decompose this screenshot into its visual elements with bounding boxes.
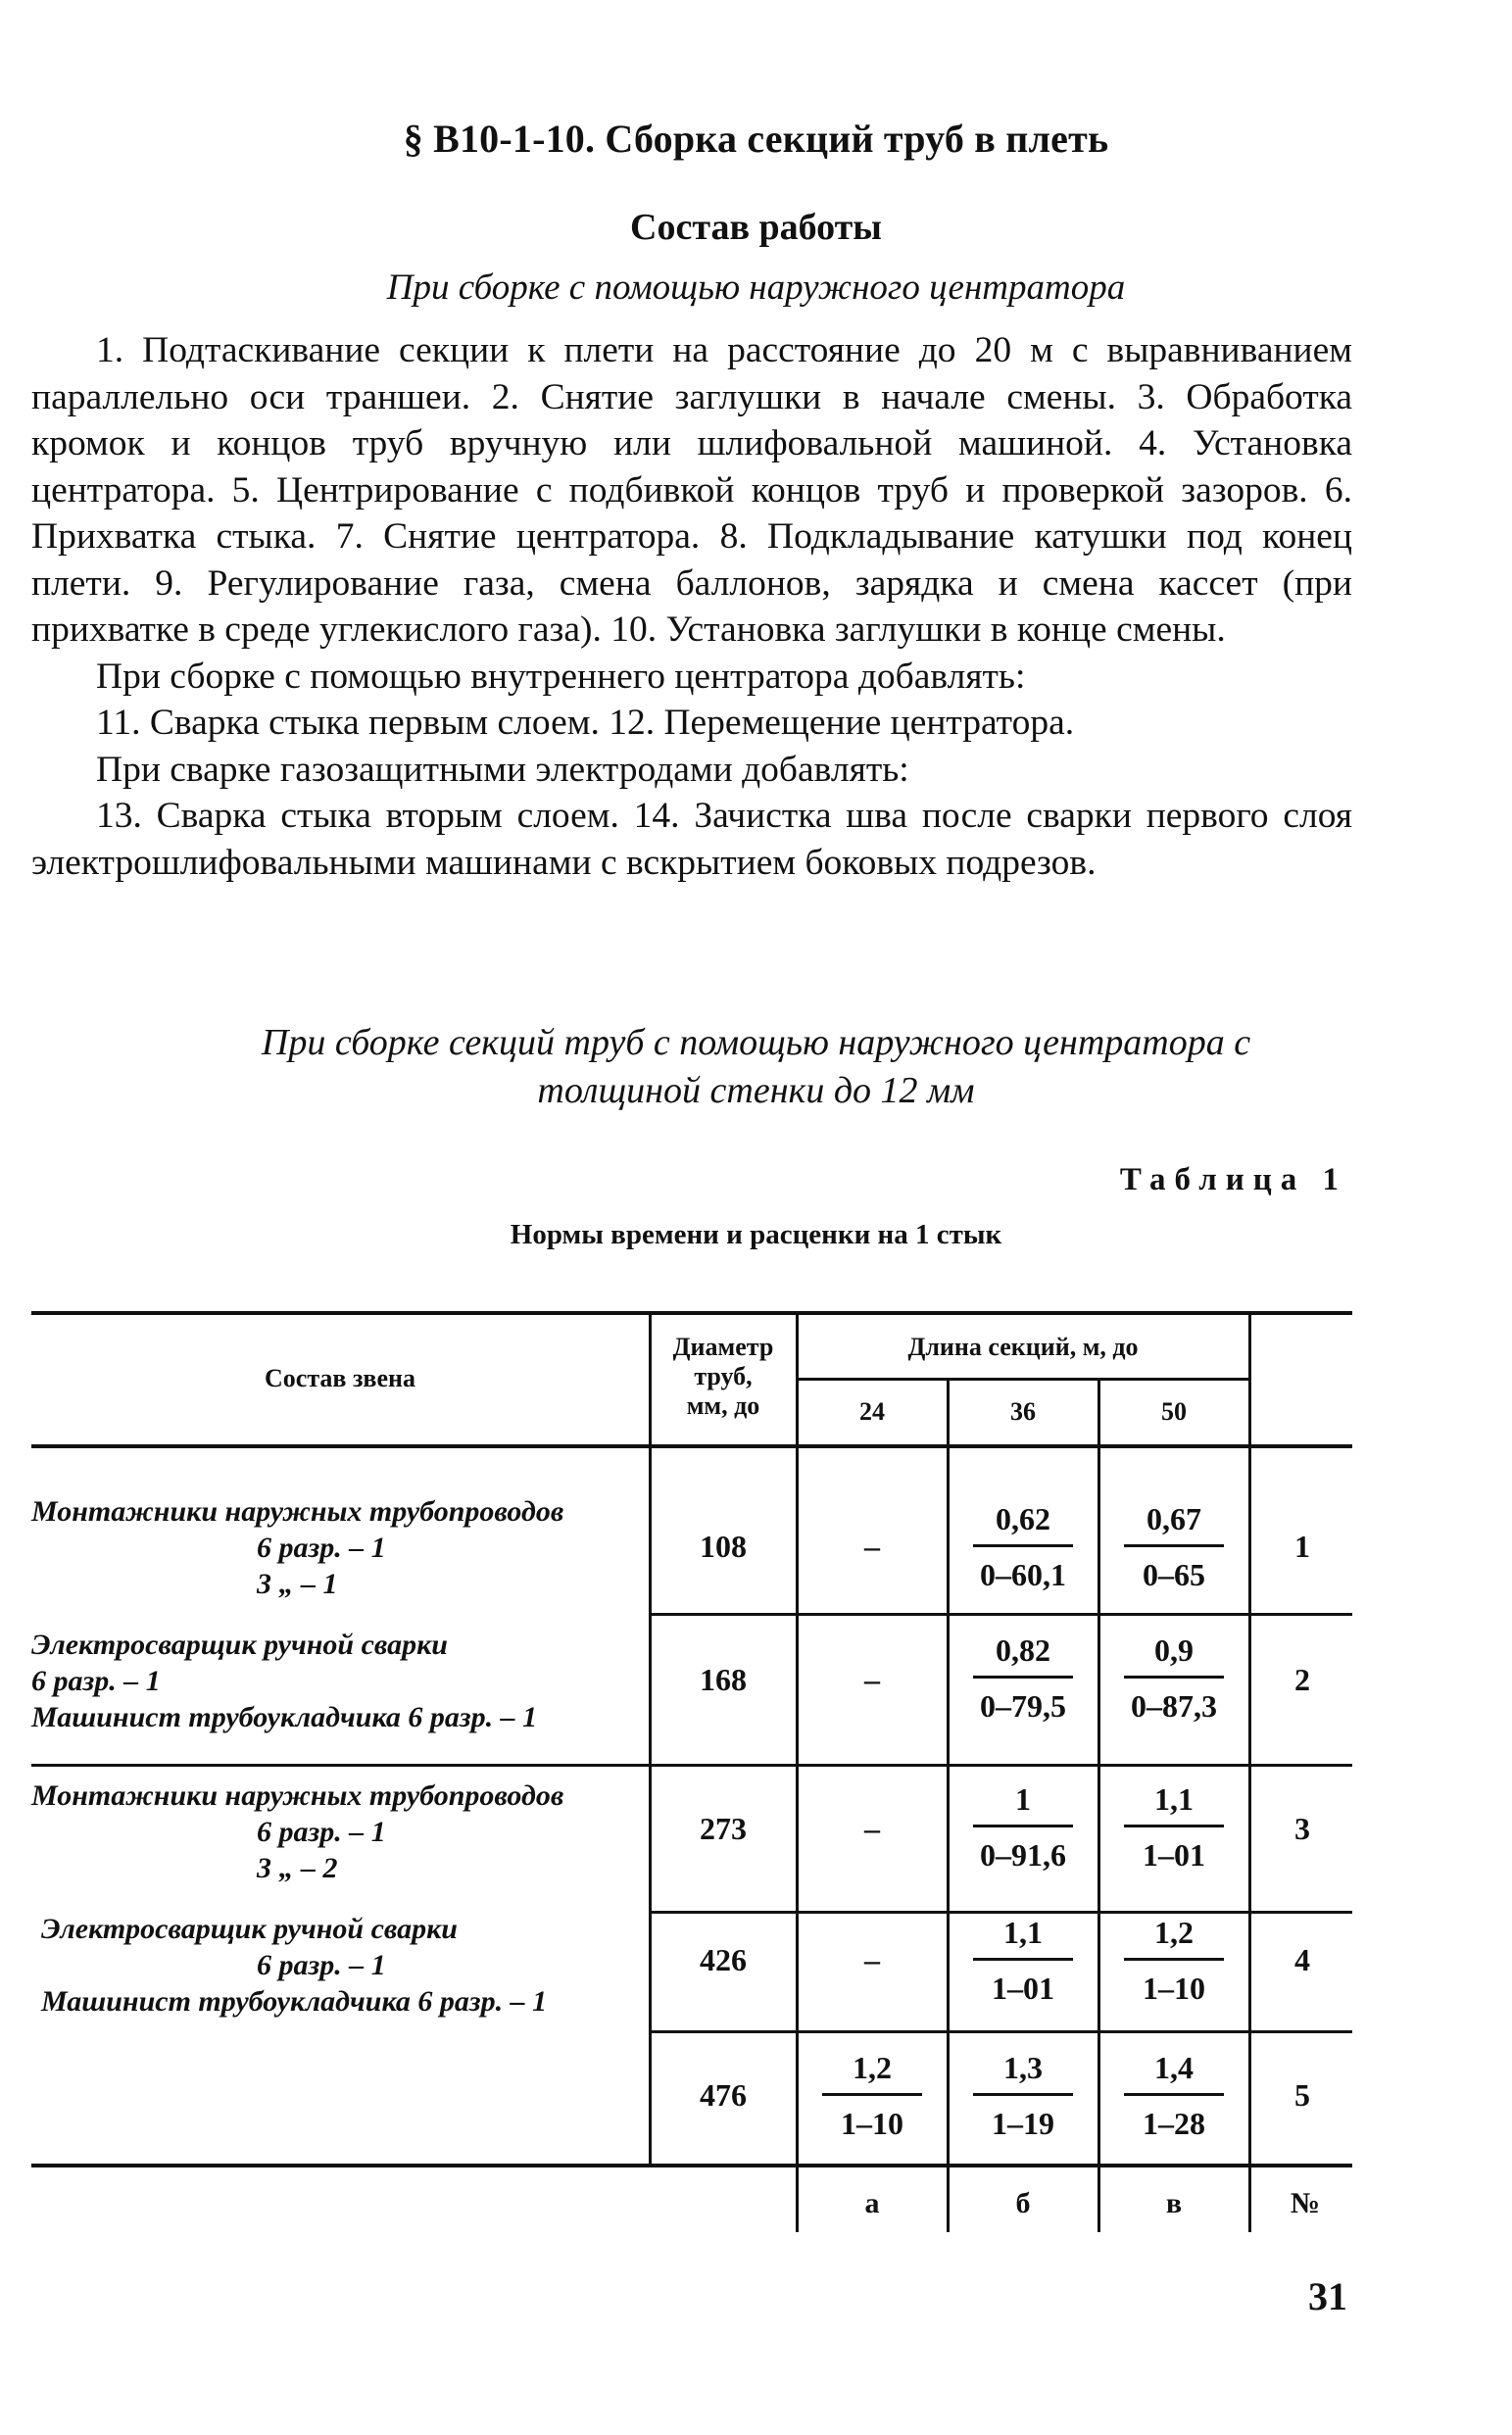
crew-line: 6 разр. – 1	[31, 1665, 161, 1697]
fraction-bar	[973, 1958, 1073, 1961]
value-cell-36	[959, 1776, 1087, 1878]
rate: 0–91,6	[980, 1837, 1066, 1873]
norm-time: 1,2	[853, 2050, 892, 2085]
work-description	[31, 327, 1352, 886]
header-len50: 50	[1161, 1397, 1187, 1426]
value-cell-36	[959, 1627, 1087, 1729]
row-number: 4	[1294, 1942, 1310, 1977]
column-number-sign: №	[1290, 2187, 1321, 2219]
crew-line: Монтажники наружных трубопроводов	[31, 1779, 564, 1812]
header-diameter-line: мм, до	[686, 1391, 760, 1420]
fraction-bar	[1124, 1544, 1224, 1547]
value-cell-24: –	[864, 1529, 880, 1564]
fraction-bar	[1124, 1825, 1224, 1827]
column-rule	[1097, 1378, 1100, 2232]
row-number: 3	[1294, 1811, 1310, 1846]
paragraph: 11. Сварка стыка первым слоем. 12. Перемещение центратора.	[96, 703, 1075, 743]
header-diameter-line: Диаметр	[672, 1333, 774, 1361]
fraction-bar	[973, 1544, 1073, 1547]
value-cell-36	[959, 1909, 1087, 2012]
diameter-cell: 108	[700, 1529, 747, 1564]
value-cell-24: –	[864, 1811, 880, 1846]
paragraph: 13. Сварка стыка вторым слоем. 14. Зачистка шва после сварки первого слоя электрошлифовальными машинами с вскрытием боковых подрезов.	[31, 796, 1352, 883]
paragraph: 1. Подтаскивание секции к плети на расстояние до 20 м с выравниванием параллельно оси траншеи. 2. Снятие заглушки в начале смены. 3. Обработка кромок и концов труб вручную или шлифовальной машиной. 4. Установка центратора. 5. Центрирование с подбивкой концов труб и проверкой зазоров. 6. Прихватка стыка. 7. Снятие центратора. 8. Подкладывание катушки под конец плети. 9. Регулирование газа, смена баллонов, зарядка и смена кассет (при прихватке в среде углекислого газа). 10. Установка заглушки в конце смены.	[31, 330, 1352, 650]
value-cell-24: –	[864, 1942, 880, 1977]
value-cell-50	[1110, 1495, 1238, 1598]
header-diameter-line: труб,	[694, 1362, 753, 1390]
row-rule	[649, 1613, 1352, 1616]
rate: 1–19	[992, 2106, 1054, 2141]
crew-line: Монтажники наружных трубопроводов	[31, 1495, 564, 1528]
header-diameter	[651, 1333, 796, 1421]
crew-line: 6 разр. – 1	[257, 1532, 386, 1564]
crew-line: 6 разр. – 1	[257, 1816, 386, 1848]
page-number: 31	[1308, 2274, 1347, 2318]
diameter-cell: 273	[700, 1811, 747, 1846]
rate: 0–60,1	[980, 1557, 1066, 1592]
table-caption	[0, 1019, 1512, 1115]
row-rule	[31, 1764, 1352, 1767]
table-bottom-rule	[31, 2164, 1352, 2167]
fraction-bar	[1124, 1958, 1224, 1961]
diameter-cell: 476	[700, 2077, 747, 2113]
value-cell-24	[808, 2044, 936, 2147]
table-title: Нормы времени и расценки на 1 стык	[510, 1219, 1002, 1250]
norm-time: 1,2	[1154, 1915, 1194, 1950]
header-len36: 36	[1010, 1397, 1036, 1426]
norm-time: 0,82	[996, 1632, 1050, 1668]
fraction-bar	[973, 1676, 1073, 1679]
crew-line: 6 разр. – 1	[257, 1949, 386, 1981]
crew-line: Электросварщик ручной сварки	[31, 1629, 448, 1661]
fraction-bar	[973, 2093, 1073, 2096]
row-number: 5	[1294, 2077, 1310, 2113]
rate: 0–65	[1143, 1557, 1205, 1592]
paragraph: При сборке с помощью внутреннего центратора добавлять:	[96, 656, 1026, 697]
fraction-bar	[822, 2093, 922, 2096]
row-number: 2	[1294, 1662, 1310, 1697]
value-cell-24: –	[864, 1662, 880, 1697]
value-cell-36	[959, 1495, 1087, 1598]
column-rule	[1248, 1311, 1251, 2232]
column-rule	[649, 1311, 652, 2167]
rate: 0–87,3	[1131, 1688, 1217, 1724]
column-letter-a: а	[864, 2187, 880, 2219]
fraction-bar	[973, 1825, 1073, 1827]
header-bottom-rule	[31, 1444, 1352, 1448]
table-label: Таблица 1	[1119, 1162, 1347, 1197]
header-sub-rule	[796, 1378, 1248, 1381]
section-title: § В10-1-10. Сборка секций труб в плеть	[403, 117, 1109, 161]
diameter-cell: 426	[700, 1942, 747, 1977]
header-length: Длина секций, м, до	[907, 1333, 1139, 1361]
work-heading: Состав работы	[630, 207, 882, 248]
crew-group	[31, 1493, 647, 1602]
crew-line: 3 „ – 2	[257, 1852, 338, 1884]
header-crew: Состав звена	[265, 1364, 415, 1392]
column-letter-b: б	[1015, 2187, 1031, 2219]
norm-time: 0,9	[1154, 1632, 1194, 1668]
rate: 1–28	[1143, 2106, 1205, 2141]
rate: 1–10	[841, 2106, 903, 2141]
value-cell-50	[1110, 1776, 1238, 1878]
value-cell-50	[1110, 2044, 1238, 2147]
rate: 1–01	[992, 1971, 1054, 2006]
value-cell-50	[1110, 1909, 1238, 2012]
column-letter-v: в	[1165, 2187, 1183, 2219]
column-rule	[947, 1378, 950, 2232]
diameter-cell: 168	[700, 1662, 747, 1697]
rate: 0–79,5	[980, 1688, 1066, 1724]
norm-time: 1,1	[1154, 1781, 1194, 1817]
table-caption-line: толщиной стенки до 12 мм	[537, 1070, 975, 1111]
crew-line: 3 „ – 1	[257, 1568, 338, 1600]
norm-time: 0,62	[996, 1501, 1050, 1536]
rate: 1–10	[1143, 1971, 1205, 2006]
fraction-bar	[1124, 1676, 1224, 1679]
value-cell-36	[959, 2044, 1087, 2147]
paragraph: При сварке газозащитными электродами добавлять:	[96, 749, 909, 790]
external-centrator-heading: При сборке с помощью наружного центратора	[386, 268, 1126, 308]
table-caption-line: При сборке секций труб с помощью наружного центратора с	[261, 1022, 1251, 1063]
crew-line: Машинист трубоукладчика 6 разр. – 1	[31, 1701, 538, 1733]
norm-time: 0,67	[1146, 1501, 1201, 1536]
crew-group	[31, 1627, 647, 1735]
value-cell-50	[1110, 1627, 1238, 1729]
norm-time: 1,3	[1003, 2050, 1043, 2085]
crew-line: Машинист трубоукладчика 6 разр. – 1	[41, 1985, 548, 2018]
crew-line: Электросварщик ручной сварки	[41, 1913, 458, 1945]
crew-group	[31, 1911, 647, 2020]
norm-time: 1,4	[1154, 2050, 1194, 2085]
table-top-rule	[31, 1311, 1352, 1315]
row-rule	[649, 2030, 1352, 2033]
rate: 1–01	[1143, 1837, 1205, 1873]
fraction-bar	[1124, 2093, 1224, 2096]
column-rule	[796, 1311, 799, 2232]
crew-group	[31, 1778, 647, 1886]
header-len24: 24	[859, 1397, 885, 1426]
row-number: 1	[1294, 1529, 1310, 1564]
norm-time: 1	[1015, 1781, 1031, 1817]
norm-time: 1,1	[1003, 1915, 1043, 1950]
